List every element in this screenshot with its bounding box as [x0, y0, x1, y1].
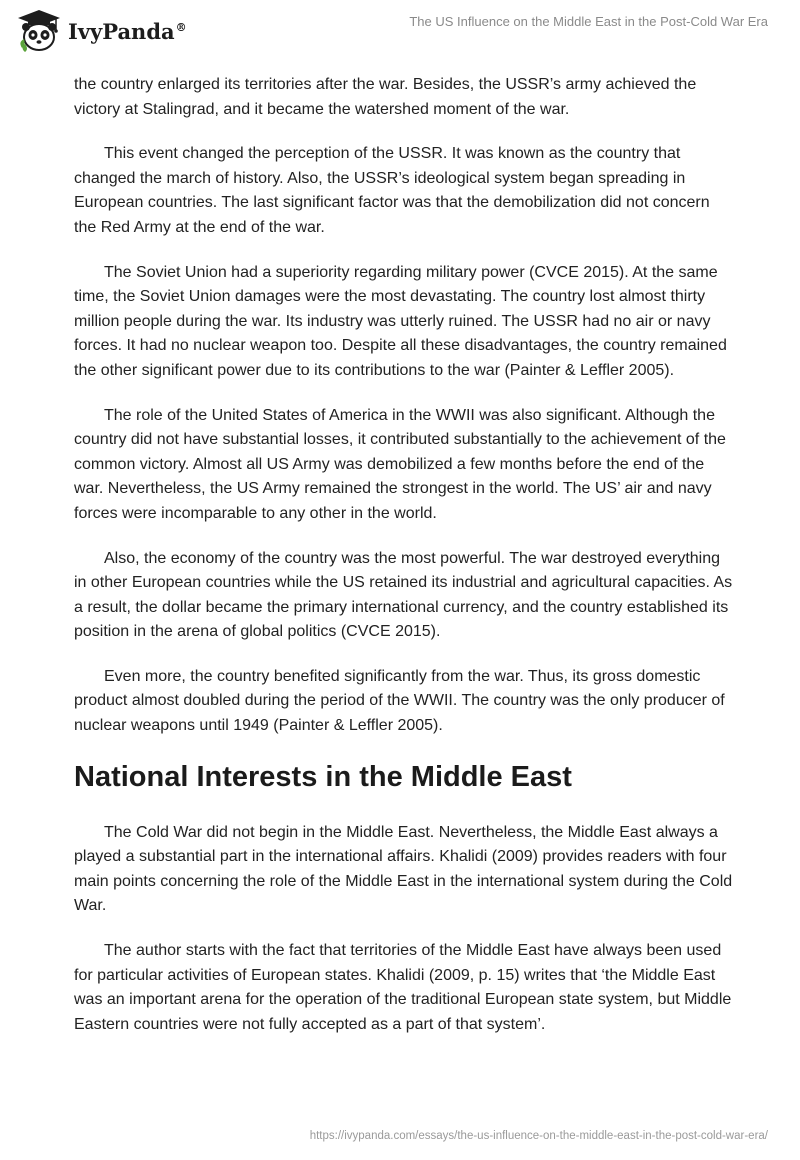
paragraph: The role of the United States of America in the WWII was also significant. Although the country did not have substantial losses, it contributed substantially to the achievement of the common victory. Almost all US Army was demobilized a few months before the end of the war. Nevertheless, the US Army remained the strongest in the world. The US’ air and navy forces were incomparable to any other in the world. — [74, 406, 726, 522]
logo-name: IvyPanda — [68, 18, 175, 44]
paragraph: Even more, the country benefited significantly from the war. Thus, its gross domestic product almost doubled during the period of the WWII. The country was the only producer of nuclear weapons until 1949 (Painter & Leffler 2005). — [74, 667, 725, 735]
paragraph: the country enlarged its territories after the war. Besides, the USSR’s army achieved the victory at Stalingrad, and it became the watershed moment of the war. — [74, 76, 697, 118]
source-url[interactable]: https://ivypanda.com/essays/the-us-influence-on-the-middle-east-in-the-post-cold-war-era/ — [309, 1130, 768, 1142]
paragraph: The Cold War did not begin in the Middle East. Nevertheless, the Middle East always a played a substantial part in the international affairs. Khalidi (2009) provides readers with four main points concerning the role of the Middle East in the international system during the Cold War. — [74, 823, 733, 915]
panda-graduate-icon — [16, 8, 62, 54]
section-heading: National Interests in the Middle East — [74, 760, 572, 793]
paragraph: This event changed the perception of the USSR. It was known as the country that changed the march of history. Also, the USSR’s ideological system began spreading in European countries. The last significant factor was that the demobilization did not concern the Red Army at the end of the war. — [74, 145, 710, 236]
paragraph: The author starts with the fact that territories of the Middle East have always been used for particular activities of European states. Khalidi (2009, p. 15) writes that ‘the Middle East was an important arena for the operation of the traditional European state system, but Middle Eastern countries were not fully accepted as a part of that system’. — [74, 942, 732, 1033]
registered-mark: ® — [175, 20, 187, 34]
logo-wordmark — [68, 19, 187, 44]
essay-body — [74, 73, 734, 1057]
page-header — [0, 0, 800, 70]
paragraph: Also, the economy of the country was the most powerful. The war destroyed everything in other European countries while the US retained its industrial and agricultural capacities. As a result, the dollar became the primary international currency, and the country established its position in the arena of global politics (CVCE 2015). — [74, 549, 733, 641]
ivypanda-logo[interactable] — [16, 8, 187, 54]
paragraph: The Soviet Union had a superiority regarding military power (CVCE 2015). At the same time, the Soviet Union damages were the most devastating. The country lost almost thirty million people during the war. Its industry was utterly ruined. The USSR had no air or navy forces. It had no nuclear weapon too. Despite all these disadvantages, the country remained the other significant power due to its contributions to the war (Painter & Leffler 2005). — [74, 263, 727, 379]
document-title: The US Influence on the Middle East in the Post-Cold War Era — [409, 14, 768, 29]
